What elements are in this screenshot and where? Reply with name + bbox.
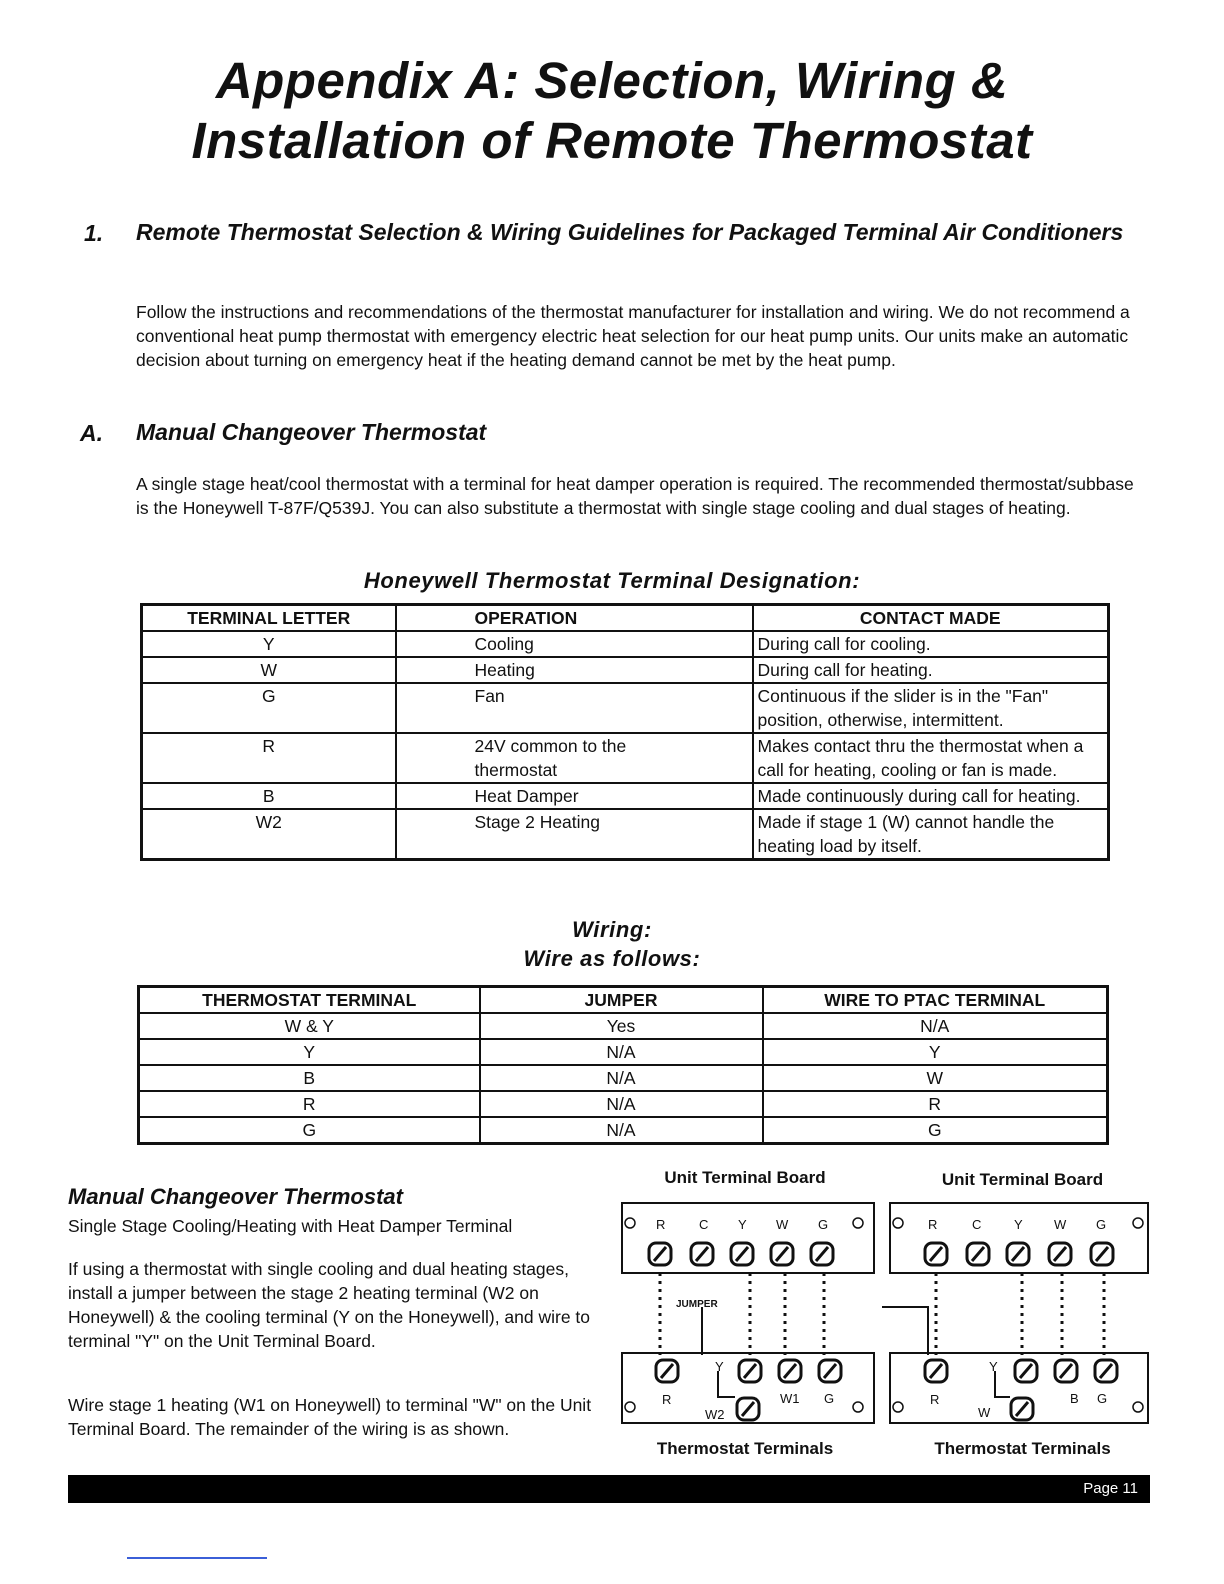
contact-made: Made continuously during call for heating.	[753, 783, 1109, 809]
thermo-terminal-label: B	[1070, 1391, 1079, 1406]
diagram-1-unit-board	[622, 1203, 874, 1273]
thermostat-terminal: G	[139, 1117, 480, 1144]
section-a-heading: Manual Changeover Thermostat	[136, 419, 487, 445]
jumper: N/A	[480, 1039, 763, 1065]
contact-made: During call for heating.	[753, 657, 1109, 683]
wire-to-ptac: G	[763, 1117, 1108, 1144]
thermo-terminal-label: Y	[989, 1359, 998, 1374]
board-terminal-label: W	[776, 1217, 789, 1232]
table-header-row	[139, 987, 1108, 1014]
board-terminal-label: Y	[738, 1217, 747, 1232]
thermo-terminal-label: G	[1097, 1391, 1108, 1406]
scan-artifact-line	[127, 1557, 267, 1559]
table-header-row	[142, 605, 1109, 632]
section-1-body: Follow the instructions and recommendations of the thermostat manufacturer for installation and wiring. We do not recommend a conventional heat pump thermostat with emergency electric heat selection for our heat pump units. Our units make an automatic decision about turning on emergency heat if the heating demand cannot be met by the heat pump.	[136, 302, 1130, 370]
table-row	[139, 1039, 1108, 1065]
thermo-terminal-label: W1	[780, 1391, 800, 1406]
terminal-letter: W	[142, 657, 396, 683]
operation: Fan	[396, 683, 753, 733]
diagram-2-thermostat	[890, 1353, 1148, 1423]
diagram-2-unit-board	[890, 1203, 1148, 1273]
operation: Stage 2 Heating	[396, 809, 753, 860]
header-jumper: JUMPER	[480, 987, 763, 1014]
thermo-terminal-label: G	[824, 1391, 835, 1406]
diagram-2-bottom-label: Thermostat Terminals	[934, 1439, 1111, 1458]
thermo-terminal-label: Y	[715, 1359, 724, 1374]
terminal-table-caption: Honeywell Thermostat Terminal Designation:	[363, 568, 861, 593]
diagram-1-top-label: Unit Terminal Board	[664, 1168, 826, 1187]
table-row	[139, 1065, 1108, 1091]
wiring-table	[137, 985, 1109, 1145]
thermostat-terminal: W & Y	[139, 1013, 480, 1039]
manual-changeover-para-1: If using a thermostat with single cooling and dual heating stages, install a jumper between the stage 2 heating terminal (W2 on Honeywell) & the cooling terminal (Y on the Honeywell), and wire to terminal "Y" on the Unit Terminal Board.	[68, 1259, 591, 1351]
terminal-letter: Y	[142, 631, 396, 657]
board-terminal-label: W	[1054, 1217, 1067, 1232]
terminal-letter: W2	[142, 809, 396, 860]
table-row	[142, 631, 1109, 657]
terminal-letter: G	[142, 683, 396, 733]
terminal-letter: R	[142, 733, 396, 783]
diagram-1-thermostat	[622, 1353, 874, 1423]
footer-bar	[68, 1475, 1150, 1503]
thermo-terminal-label: W2	[705, 1407, 725, 1422]
page-title-line-1: Appendix A: Selection, Wiring &	[215, 52, 1009, 109]
board-terminal-label: C	[699, 1217, 709, 1232]
operation: Heat Damper	[396, 783, 753, 809]
board-terminal-label: G	[818, 1217, 829, 1232]
wiring-subcaption: Wire as follows:	[523, 946, 701, 971]
jumper: N/A	[480, 1117, 763, 1144]
header-wire-to-ptac: WIRE TO PTAC TERMINAL	[763, 987, 1108, 1014]
thermostat-terminal: Y	[139, 1039, 480, 1065]
contact-made: Continuous if the slider is in the "Fan" position, otherwise, intermittent.	[753, 683, 1109, 733]
page-title-line-2: Installation of Remote Thermostat	[191, 112, 1033, 169]
table-row	[142, 683, 1109, 733]
header-thermostat-terminal: THERMOSTAT TERMINAL	[139, 987, 480, 1014]
section-1-number: 1.	[84, 220, 104, 246]
operation: Heating	[396, 657, 753, 683]
terminal-designation-table	[140, 603, 1110, 861]
operation: 24V common to the thermostat	[396, 733, 753, 783]
thermostat-terminal: B	[139, 1065, 480, 1091]
jumper: N/A	[480, 1091, 763, 1117]
header-operation: OPERATION	[396, 605, 753, 632]
page-number: Page 11	[1083, 1480, 1138, 1497]
board-terminal-label: Y	[1014, 1217, 1023, 1232]
table-row	[139, 1117, 1108, 1144]
manual-changeover-para-2: Wire stage 1 heating (W1 on Honeywell) to terminal "W" on the Unit Terminal Board. The remainder of the wiring is as shown.	[68, 1395, 592, 1439]
board-terminal-label: G	[1096, 1217, 1107, 1232]
section-a-number: A.	[80, 420, 103, 446]
table-row	[142, 809, 1109, 860]
table-row	[142, 733, 1109, 783]
wire-to-ptac: W	[763, 1065, 1108, 1091]
header-terminal-letter: TERMINAL LETTER	[142, 605, 396, 632]
contact-made: Makes contact thru the thermostat when a call for heating, cooling or fan is made.	[753, 733, 1109, 783]
diagram-1-bottom-label: Thermostat Terminals	[656, 1439, 834, 1458]
header-contact-made: CONTACT MADE	[753, 605, 1109, 632]
table-row	[142, 783, 1109, 809]
board-terminal-label: R	[656, 1217, 666, 1232]
wire-to-ptac: R	[763, 1091, 1108, 1117]
jumper: N/A	[480, 1065, 763, 1091]
manual-changeover-subtitle: Single Stage Cooling/Heating with Heat Damper Terminal	[68, 1216, 513, 1236]
wire-to-ptac: Y	[763, 1039, 1108, 1065]
operation: Cooling	[396, 631, 753, 657]
wire-to-ptac: N/A	[763, 1013, 1108, 1039]
diagram-2-top-label: Unit Terminal Board	[941, 1170, 1104, 1189]
terminal-letter: B	[142, 783, 396, 809]
table-row	[142, 657, 1109, 683]
contact-made: Made if stage 1 (W) cannot handle the heating load by itself.	[753, 809, 1109, 860]
board-terminal-label: R	[928, 1217, 938, 1232]
section-1-heading: Remote Thermostat Selection & Wiring Guidelines for Packaged Terminal Air Conditioners	[136, 219, 1124, 245]
jumper-label: JUMPER	[676, 1299, 718, 1310]
diagram-2-wires	[936, 1273, 1104, 1355]
section-a-body: A single stage heat/cool thermostat with a terminal for heat damper operation is required. The recommended thermostat/subbase is the Honeywell T-87F/Q539J. You can also substitute a thermostat with single stage cooling and dual stages of heating.	[136, 474, 1134, 518]
wiring-diagrams	[610, 1195, 1155, 1440]
thermostat-terminal: R	[139, 1091, 480, 1117]
table-row	[139, 1013, 1108, 1039]
board-terminal-label: C	[972, 1217, 982, 1232]
wiring-caption: Wiring:	[572, 917, 652, 942]
manual-changeover-title: Manual Changeover Thermostat	[68, 1184, 403, 1209]
thermo-terminal-label: W	[978, 1405, 991, 1420]
thermo-terminal-label: R	[662, 1392, 672, 1407]
contact-made: During call for cooling.	[753, 631, 1109, 657]
thermo-terminal-label: R	[930, 1392, 940, 1407]
table-row	[139, 1091, 1108, 1117]
jumper: Yes	[480, 1013, 763, 1039]
diagram-1-wires	[660, 1273, 824, 1355]
